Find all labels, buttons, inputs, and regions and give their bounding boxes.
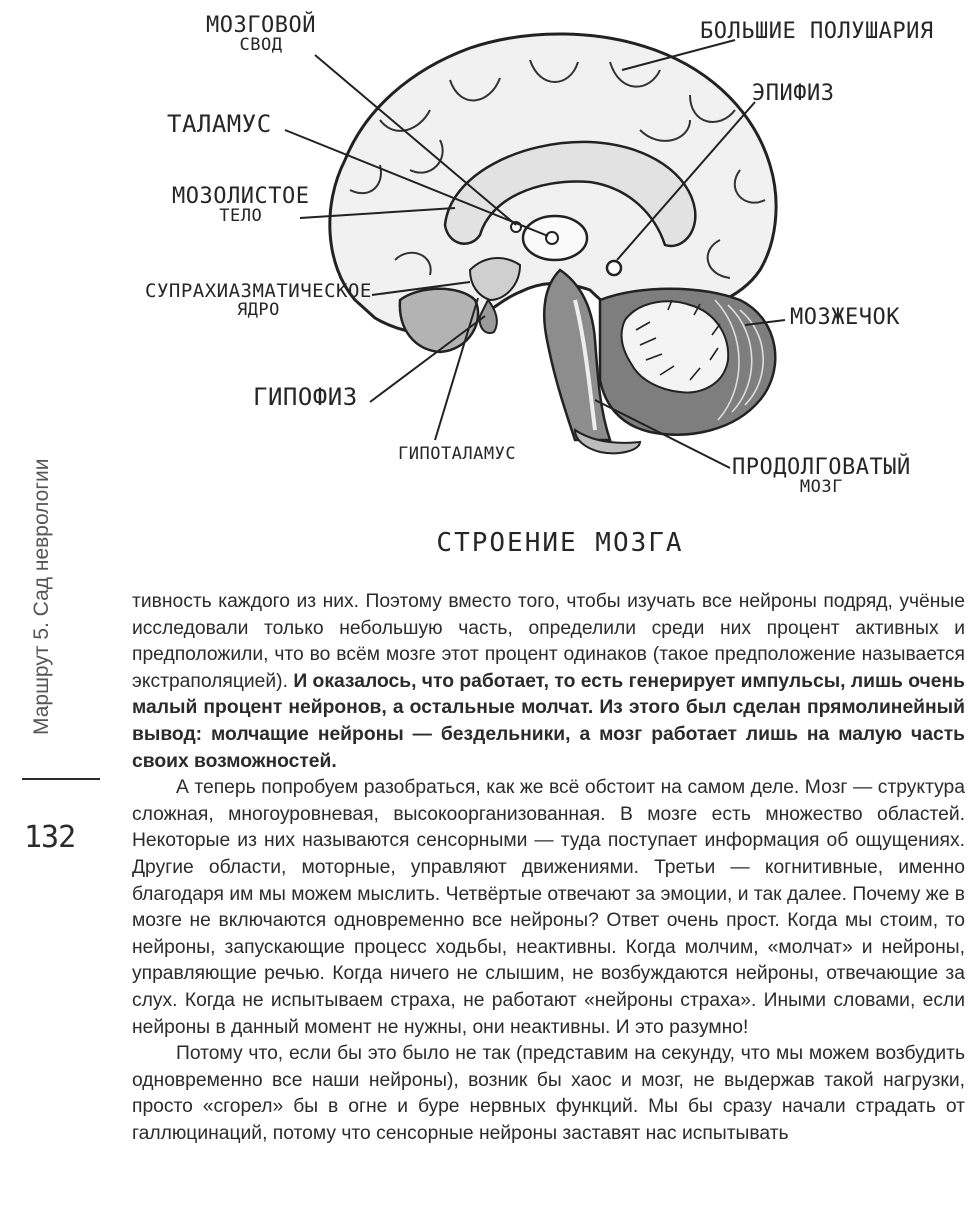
label-thalamus: ТАЛАМУС <box>167 110 272 138</box>
label-callosum: МОЗОЛИСТОЕ ТЕЛО <box>172 184 310 227</box>
label-hemispheres: БОЛЬШИЕ ПОЛУШАРИЯ <box>700 19 934 44</box>
running-head: Маршрут 5. Сад неврологии <box>30 458 53 735</box>
paragraph-2: А теперь попробуем разобраться, как же всё обстоит на самом деле. Мозг — структура сложная, многоуровневая, высокоорганизованная. В мозге есть множество областей. Некоторые из них называются сенсорными — туда поступает информация об ощущениях. Другие области, моторные, управляют движениями. Третьи — когнитивные, именно благодаря им мы можем мыслить. Четвёртые отвечают за эмоции, и так далее. Почему же в мозге не включаются одновременно все нейроны? Ответ очень прост. Когда мы стоим, то нейроны, запускающие процесс ходьбы, неактивны. Когда молчим, «молчат» и нейроны, управляющие речью. Когда ничего не слышим, не возбуждаются нейроны, отвечающие за слух. Когда не испытываем страха, не работают «нейроны страха». Иными словами, если нейроны в данный момент не нужны, они неактивны. И это разумно! <box>132 777 965 1038</box>
label-medulla: ПРОДОЛГОВАТЫЙ МОЗГ <box>732 455 911 498</box>
label-cerebellum: МОЗЖЕЧОК <box>790 305 900 330</box>
brain-illustration <box>140 0 940 520</box>
label-epiphysis: ЭПИФИЗ <box>752 81 835 106</box>
label-vault: МОЗГОВОЙ СВОД <box>206 13 316 56</box>
label-hypothalamus: ГИПОТАЛАМУС <box>398 444 517 464</box>
body-text <box>132 589 965 1147</box>
page-number: 132 <box>24 820 76 855</box>
paragraph-1-plain: тивность каждого из них. Поэтому вместо того, чтобы изучать все нейроны подряд, учёные исследовали только небольшую часть, определили среди них процент активных и предположили, что во всём мозге этот процент одинаков (такое предположение называется экстраполяцией). <box>132 591 965 692</box>
label-suprachiasmatic: СУПРАХИАЗМАТИЧЕСКОЕ ЯДРО <box>145 280 372 320</box>
paragraph-1 <box>132 589 965 775</box>
label-pituitary: ГИПОФИЗ <box>253 383 358 411</box>
margin-rule <box>22 778 100 780</box>
paragraph-1-bold: И оказалось, что работает, то есть генерирует импульсы, лишь очень малый процент нейронов, а остальные молчат. Из этого был сделан прямолинейный вывод: молчащие нейроны — бездельники, а мозг работает лишь на малую часть своих возможностей. <box>132 670 965 772</box>
figure-caption: СТРОЕНИЕ МОЗГА <box>436 528 684 558</box>
epiphysis-shape <box>607 261 621 275</box>
paragraph-3: Потому что, если бы это было не так (представим на секунду, что мы можем возбудить одновременно все наши нейроны), возник бы хаос и мозг, не выдержав такой нагрузки, просто «сгорел» бы в огне и буре нервных функций. Мы бы сразу начали страдать от галлюцинаций, потому что сенсорные нейроны заставят нас испытывать <box>132 1043 965 1144</box>
